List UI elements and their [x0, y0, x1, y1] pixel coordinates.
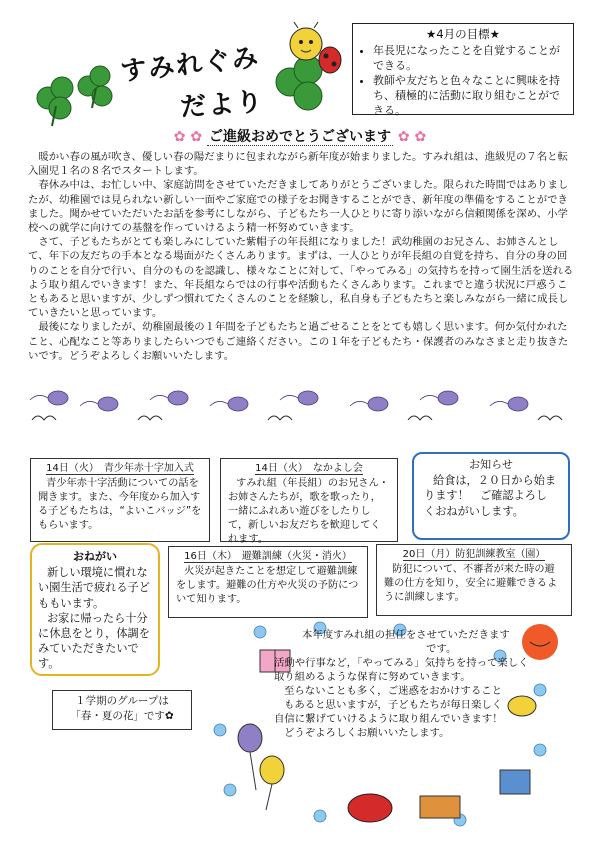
request-title: おねがい	[73, 550, 117, 563]
message-line: どうぞよろしくお願いいたします。	[284, 727, 450, 739]
title-line2: だより	[179, 87, 266, 123]
monthly-goals-box	[352, 23, 574, 115]
main-article	[28, 150, 576, 363]
cake-icon	[420, 796, 460, 818]
message-line: 自信に繋げていけるように取り組んでいきます！	[274, 713, 503, 725]
event-text: 防犯について、不審者が来た時の避難の仕方を知り，安全に避難できるように訓練します。	[384, 564, 558, 603]
request-text: 新しい環境に慣れない園生活で疲れる子どももいます。	[38, 566, 150, 610]
headline-text: ご進級おめでとうございます	[209, 129, 391, 145]
title-line1: すみれぐみ	[119, 42, 262, 88]
flower-icon: ✿ ✿	[173, 129, 203, 145]
ladybug-icon	[348, 794, 392, 822]
event-heading: 14日（火） 青少年赤十字加入式	[46, 463, 194, 474]
title-area	[30, 18, 280, 126]
request-text: お家に帰ったら十分に休息をとり，体調をみていただきたいです。	[38, 611, 150, 671]
event-box-crime-prevention	[376, 544, 572, 616]
message-line: 活動や行事など，「やってみる」気持ちを持って楽しく	[274, 657, 529, 669]
event-text: 火災が起きたことを想定して避難訓練をします。避難の仕方や火災の予防について知ります。	[176, 566, 359, 605]
group-line: 「春・夏の花」です✿	[70, 710, 174, 722]
message-line: 至らないことも多く，ご迷惑をおかけすること	[284, 685, 502, 697]
notice-text: 給食は，２０日から始まります！ ご確認よろしくおねがいします。	[424, 473, 557, 518]
ladybug-clover-icon	[268, 20, 348, 120]
message-line: です。	[426, 643, 457, 655]
flower-icon: ✿ ✿	[397, 129, 427, 145]
teacher-message	[250, 628, 550, 740]
clover-icon	[30, 58, 130, 128]
notice-box	[412, 452, 570, 540]
tadpole-border-decoration	[28, 382, 576, 424]
event-text: すみれ組（年長組）のお兄さん・お姉さんたちが，歌を歌ったり，一緒にふれあい遊びをしたりして，新しいお友だちを歓迎してくれます。	[228, 478, 389, 545]
paragraph: さて、子どもたちがとても楽しみにしていた紫帽子の年長組になりました！武幼稚園のお兄さん、お姉さんとして、年下の友だちの手本となる場面がたくさんあります。まずは、一人ひとりが年長組の自覚を持ち、自分の身の回りのことを自分で行い、自分のものを認識し、様々なことに対して、「やってみる」の気持ちを持って園生活を送れるよう取り組んでいきます！また、年長組ならではの行事や活動もたくさんあります。これまでと違う状況に戸惑うこともあると思いますが、少しずつ慣れてたくさんのことを経験し，私自身も子どもたちと楽しみながら一緒に成長していきたいと思っています。	[28, 236, 574, 320]
event-heading: 14日（火） なかよし会	[255, 463, 363, 474]
event-text: 青少年赤十字活動についての話を聞きます。また、今年度から加入する子どもたちは，“よいこバッジ”をもらいます。	[38, 478, 202, 531]
request-box	[30, 543, 160, 676]
event-heading: 16日（木） 避難訓練（火災・消火）	[184, 551, 352, 562]
group-info-box	[52, 690, 192, 730]
headline	[130, 126, 470, 146]
goals-title: ★4月の目標★	[426, 27, 500, 41]
group-line: １学期のグループは	[75, 695, 169, 707]
paragraph: 最後になりましたが、幼稚園最後の１年間を子どもたちと過ごせることをとても嬉しく思います。何か気付かれたこと、心配なこと等ありましたらいつでもご連絡ください。この１年を子どもたち・保護者のみなさまと走り抜きたいです。どうぞよろしくお願いいたします。	[28, 321, 569, 362]
message-line: もあると思いますが，子どもたちが毎日楽しく	[284, 699, 503, 711]
paragraph: 春休み中は、お忙しい中、家庭訪問をさせていただきましてありがとうございました。限られた時間ではありましたが、幼稚園では見られない新しい一面やご家庭での様子をお聞きすることができ、新年度の準備をすることができました。聞かせていただいたお話を参考にしながら、子どもたち一人ひとりに寄り添いながら信頼関係を深め、小学校への就学に向けての基盤を作っていけるよう精一杯努めていきます。	[28, 179, 569, 235]
goals-list	[359, 43, 567, 118]
goal-item: • 年長児になったことを自覚することができる。	[373, 43, 567, 73]
event-box-nakayoshi	[220, 458, 398, 545]
gift-icon	[500, 770, 530, 794]
event-box-red-cross	[30, 458, 210, 542]
event-heading: 20日（月）防犯訓練教室（園）	[402, 549, 546, 560]
message-line: 取り組めるような保育に努めていきます。	[274, 671, 471, 683]
notice-title: お知らせ	[469, 458, 513, 471]
goal-item: • 教師や友だちと色々なことに興味を持ち、積極的に活動に取り組むことができる。	[373, 73, 567, 118]
paragraph: 暖かい春の風が吹き、優しい春の陽だまりに包まれながら新年度が始まりました。すみれ組は、進級児の７名と転入園児１名の８名でスタートします。	[28, 151, 568, 178]
event-box-evacuation	[168, 546, 368, 618]
balloon-icon	[260, 756, 284, 784]
message-line: 本年度すみれ組の担任をさせていただきます	[302, 629, 510, 641]
